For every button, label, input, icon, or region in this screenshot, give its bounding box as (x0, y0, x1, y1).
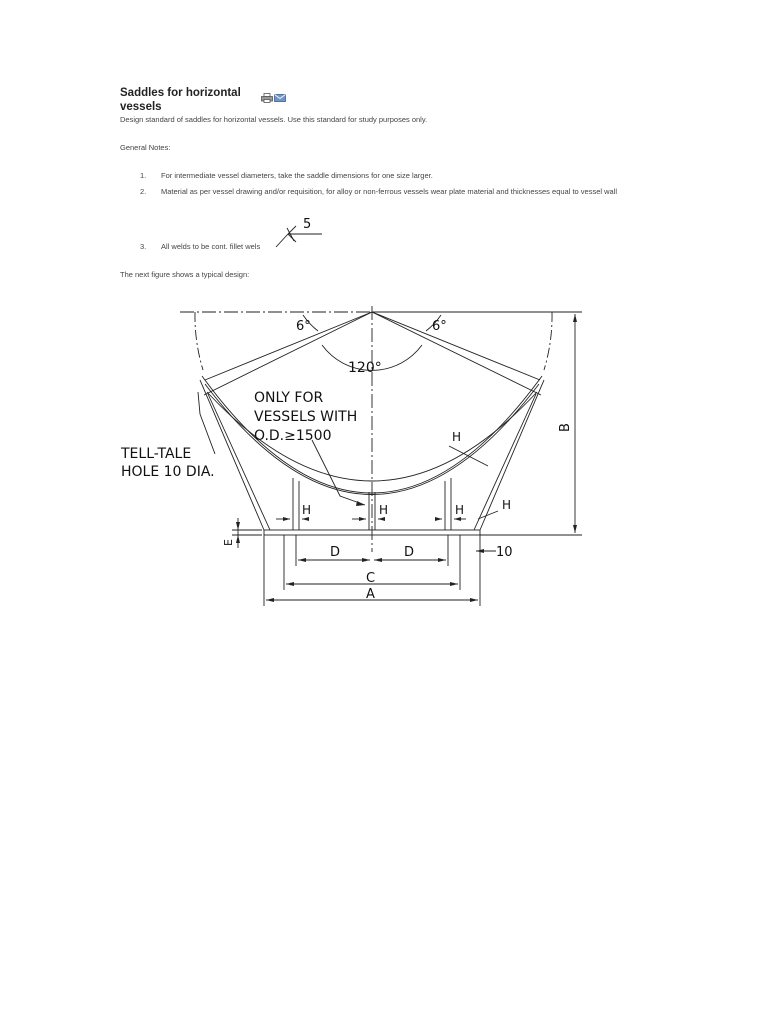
arrow-d-right-start (374, 558, 382, 562)
arrow-h-right (435, 517, 442, 521)
vessel-outline-right (544, 312, 552, 370)
arrow-h-left-b (302, 517, 309, 521)
arrow-h-center-b (378, 517, 385, 521)
ray-left-outer (204, 312, 372, 395)
note-line-2: VESSELS WITH (254, 409, 358, 425)
arrow-h-right-b (454, 517, 461, 521)
dim-d-label-left: D (330, 545, 341, 560)
dim-c-label: C (366, 571, 376, 586)
next-figure-text: The next figure shows a typical design: (120, 270, 250, 279)
note-number: 3. (140, 242, 147, 251)
ray-right-inner (372, 312, 540, 380)
note-number: 2. (140, 187, 147, 196)
arrow-b-top (573, 314, 577, 322)
general-notes-label: General Notes: (120, 143, 171, 152)
arrow-note (356, 501, 365, 506)
dim-d-label-right: D (404, 545, 415, 560)
dim-10-label: 10 (496, 545, 513, 560)
note-line-1: ONLY FOR (254, 390, 324, 406)
dim-h-label-center: H (379, 503, 389, 517)
angle-label-right: 6° (432, 319, 447, 334)
note-text: Material as per vessel drawing and/or requisition, for alloy or non-ferrous vessels wear plate material and thicknesses equal to vessel wall (161, 187, 618, 196)
vessel-outline-left (195, 312, 203, 370)
arrow-d-right-end (438, 558, 446, 562)
arrow-h-left (283, 517, 290, 521)
arrow-a-start (266, 598, 274, 602)
tell-tale-line-2: HOLE 10 DIA. (121, 464, 215, 480)
dim-e-label: E (222, 539, 235, 546)
note-number: 1. (140, 171, 147, 180)
arrow-b-bottom (573, 525, 577, 533)
ray-left-inner (205, 312, 372, 380)
dim-h-label-side: H (502, 498, 512, 512)
arrow-c-end (450, 582, 458, 586)
dim-b-label: B (558, 423, 573, 432)
arrow-c-start (286, 582, 294, 586)
arrow-d-left-start (298, 558, 306, 562)
arrow-a-end (470, 598, 478, 602)
dim-h-label-left: H (302, 503, 312, 517)
angle-label-center: 120° (348, 360, 382, 376)
dim-a-label: A (366, 587, 375, 602)
arrow-e-top (236, 522, 240, 530)
note-text: All welds to be cont. fillet wels (161, 242, 261, 251)
ray-right-outer (372, 312, 541, 395)
tell-tale-leader (198, 392, 215, 454)
subtitle: Design standard of saddles for horizontal vessels. Use this standard for study purposes only. (120, 115, 428, 124)
note-text: For intermediate vessel diameters, take the saddle dimensions for one size larger. (161, 171, 433, 180)
dim-h-label-top: H (452, 430, 462, 444)
angle-label-left: 6° (296, 319, 311, 334)
arrow-h-center (359, 517, 366, 521)
tell-tale-line-1: TELL-TALE (121, 446, 192, 462)
arrow-d-left-end (362, 558, 370, 562)
side-plate-right-outer (480, 380, 544, 530)
h-leader-top (449, 446, 488, 466)
note-line-3: O.D.≥1500 (254, 428, 332, 444)
arrow-e-bottom (236, 535, 240, 543)
dim-h-label-right: H (455, 503, 465, 517)
page-title: Saddles for horizontal vessels (120, 87, 241, 113)
weld-size-label: 5 (303, 217, 312, 232)
